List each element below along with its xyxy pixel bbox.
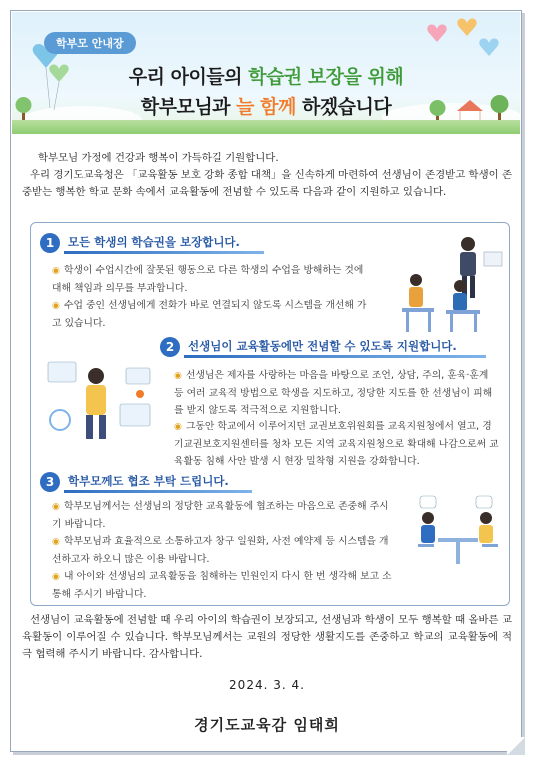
pin-icon: ◉ [174,422,182,432]
section-2-title: 선생님이 교육활동에만 전념할 수 있도록 지원합니다. [188,339,457,353]
section-3-item-3 [52,568,396,603]
section-1-title: 모든 학생의 학습권을 보장합니다. [68,235,240,249]
section-2-item-2-text: 그동안 학교에서 이루어지던 교권보호위원회를 교육지원청에서 열고, 경기교권보호지원센터를 청차 모든 지역 교육지원청으로 확대해 나감으로써 교육활동 침해 사안 발생 시 현장 밀착형 지원을 강화합니다. [174,421,499,467]
section-3-item-1-text: 학부모님께서는 선생님의 정당한 교육활동에 협조하는 마음으로 존중해 주시기 바랍니다. [52,501,389,530]
title-line-2-tail: 하겠습니다 [295,96,392,118]
pin-icon: ◉ [52,502,60,512]
section-3-title: 학부모께도 협조 부탁 드립니다. [68,474,229,488]
section-3-number: 3 [40,472,60,492]
section-1-item-2-text: 수업 중인 선생님에게 전화가 바로 연결되지 않도록 시스템을 개선해 가고 있습니다. [52,300,367,329]
title-line-1-highlight: 학습권 보장을 위해 [248,66,404,88]
notice-badge: 학부모 안내장 [44,32,136,54]
section-2-underline [184,355,486,358]
section-3-underline [64,490,252,493]
header-banner [12,12,520,134]
pin-icon: ◉ [52,537,60,547]
closing-paragraph: 선생님이 교육활동에 전념할 때 우리 아이의 학습권이 보장되고, 선생님과 학생이 모두 행복할 때 올바른 교육활동이 이루어질 수 있습니다. 학부모님께서는 교원의 정당한 생활지도를 존중하고 학교의 교육활동에 적극 협력해 주시기 바랍니다. 감사합니다. [22,614,512,660]
balloon-icon [427,19,498,56]
section-3-item-2 [52,533,396,568]
section-1-item-1-text: 학생이 수업시간에 잘못된 행동으로 다른 학생의 수업을 방해하는 것에 대해 책임과 의무를 부과합니다. [52,265,364,294]
pin-icon: ◉ [52,301,60,311]
section-1-item-2 [52,297,374,332]
section-3-item-3-text: 내 아이와 선생님의 교육활동을 침해하는 민원인지 다시 한 번 생각해 보고 소통해 주시기 바랍니다. [52,571,392,600]
meeting-illustration [410,494,506,574]
grass-strip [12,120,520,134]
section-2-number: 2 [160,337,180,357]
document-date: 2024. 3. 4. [229,678,305,692]
section-3-item-2-text: 학부모님과 효율적으로 소통하고자 창구 일원화, 사전 예약제 등 시스템을 개선하고자 하오니 많은 이용 바랍니다. [52,536,389,565]
greeting-line: 학부모님 가정에 건강과 행복이 가득하길 기원합니다. [38,152,279,164]
title-line-2-text: 학부모님과 [140,96,237,118]
pin-icon: ◉ [174,371,182,381]
teacher-illustration [40,354,160,446]
section-2-item-1-text: 선생님은 제자를 사랑하는 마음을 바탕으로 조언, 상담, 주의, 훈육·훈계 등 여러 교육적 방법으로 학생을 지도하고, 정당한 지도를 한 선생님이 피해를 받지 않도록 적극적으로 지원합니다. [174,370,493,416]
classroom-illustration [396,232,506,336]
pin-icon: ◉ [52,266,60,276]
section-2-item-2 [174,418,500,470]
intro-paragraph: 우리 경기도교육청은 「교육활동 보호 강화 종합 대책」을 신속하게 마련하여 선생님이 존경받고 학생이 존중받는 행복한 학교 문화 속에서 교육활동에 전념할 수 있도록 다음과 같이 지원하고 있습니다. [22,169,512,198]
section-3-item-1 [52,498,396,533]
section-1-item-1 [52,262,374,297]
title-line-2 [12,92,520,119]
pin-icon: ◉ [52,572,60,582]
title-line-2-highlight: 늘 함께 [236,96,296,118]
section-2-item-1 [174,367,500,419]
title-line-1-text: 우리 아이들의 [128,66,249,88]
page-fold-corner [507,737,525,755]
signature: 경기도교육감 임태희 [194,716,340,734]
section-1-underline [64,251,264,254]
section-1-number: 1 [40,233,60,253]
title-line-1 [12,62,520,89]
